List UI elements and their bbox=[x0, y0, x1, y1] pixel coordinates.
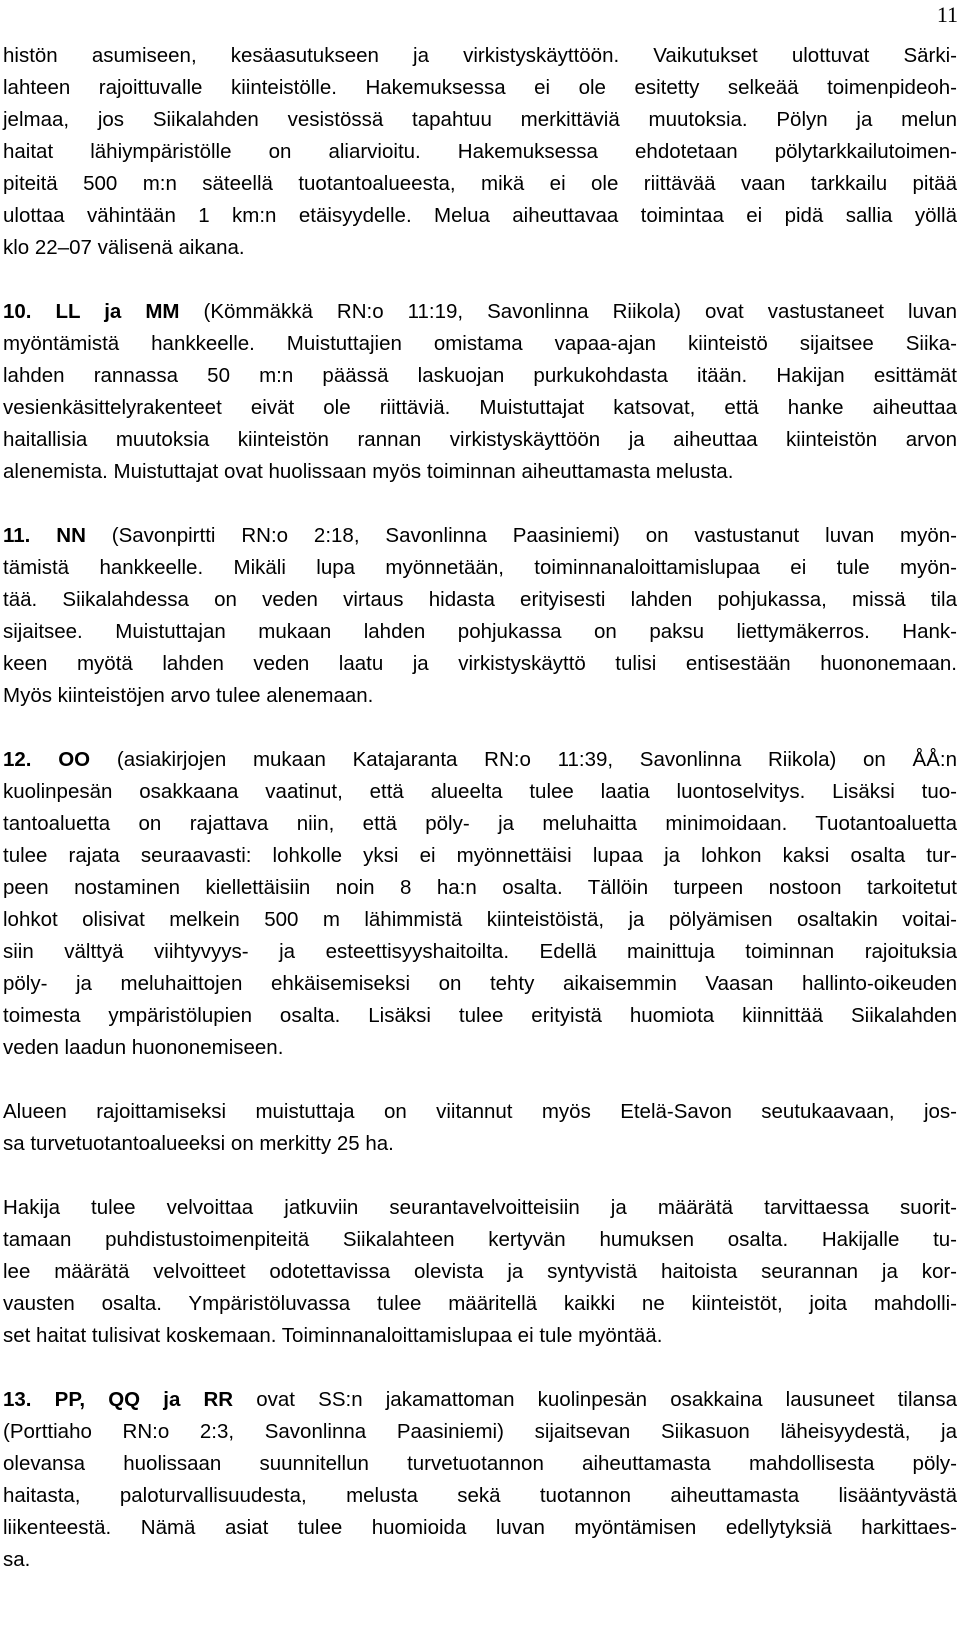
paragraph-number: 12. bbox=[3, 748, 32, 771]
paragraph bbox=[3, 1192, 957, 1352]
document-body bbox=[3, 40, 957, 1576]
text-line: lahden rannassa 50 m:n päässä laskuojan purkukohdasta itään. Hakijan esittämät bbox=[3, 364, 957, 387]
paragraph bbox=[3, 1096, 957, 1160]
line-text: (asiakirjojen mukaan Katajaranta RN:o 11:39, Savonlinna Riikola) on ÅÅ:n bbox=[90, 748, 957, 771]
text-line: siin välttyä viihtyvyys- ja esteettisyyshaitoilta. Edellä mainittuja toiminnan rajoituksia bbox=[3, 940, 957, 963]
line-text: ovat SS:n jakamattoman kuolinpesän osakkaina lausuneet tilansa bbox=[233, 1388, 957, 1411]
text-line: sijaitsee. Muistuttajan mukaan lahden pohjukassa on paksu liettymäkerros. Hank- bbox=[3, 620, 957, 643]
numbered-paragraph bbox=[3, 1384, 957, 1576]
text-line: liikenteestä. Nämä asiat tulee huomioida luvan myöntämisen edellytyksiä harkittaes- bbox=[3, 1516, 957, 1539]
text-line: Alueen rajoittamiseksi muistuttaja on viitannut myös Etelä-Savon seutukaavaan, jos- bbox=[3, 1100, 957, 1123]
text-line: jelmaa, jos Siikalahden vesistössä tapahtuu merkittäviä muutoksia. Pölyn ja melun bbox=[3, 108, 957, 131]
text-line: keen myötä lahden veden laatu ja virkistyskäyttö tulisi entisestään huononemaan. bbox=[3, 652, 957, 675]
text-line: tantoaluetta on rajattava niin, että pöly- ja meluhaitta minimoidaan. Tuotantoaluetta bbox=[3, 812, 957, 835]
text-line: tämistä hankkeelle. Mikäli lupa myönnetään, toiminnanaloittamislupaa ei tule myön- bbox=[3, 556, 957, 579]
text-line: lee määrätä velvoitteet odotettavissa olevista ja syntyvistä haitoista seurannan ja kor- bbox=[3, 1260, 957, 1283]
party-names: LL ja MM bbox=[55, 300, 180, 323]
text-line: set haitat tulisivat koskemaan. Toiminnanaloittamislupaa ei tule myöntää. bbox=[3, 1324, 663, 1347]
paragraph-gap bbox=[3, 1160, 957, 1192]
text-line: vesienkäsittelyrakenteet eivät ole riittäviä. Muistuttajat katsovat, että hanke aiheuttaa bbox=[3, 396, 957, 419]
text-line: Hakija tulee velvoittaa jatkuviin seurantavelvoitteisiin ja määrätä tarvittaessa suorit- bbox=[3, 1196, 957, 1219]
text-line bbox=[3, 744, 957, 776]
text-line: haitasta, paloturvallisuudesta, melusta sekä tuotannon aiheuttamasta lisääntyvästä bbox=[3, 1484, 957, 1507]
page-number: 11 bbox=[936, 2, 958, 27]
party-names: OO bbox=[58, 748, 91, 771]
party-names: PP, QQ ja RR bbox=[54, 1388, 234, 1411]
text-line: histön asumiseen, kesäasutukseen ja virkistyskäyttöön. Vaikutukset ulottuvat Särki- bbox=[3, 44, 957, 67]
paragraph bbox=[3, 40, 957, 264]
line-text: (Kömmäkkä RN:o 11:19, Savonlinna Riikola) ovat vastustaneet luvan bbox=[179, 300, 957, 323]
text-line: lohkot olisivat melkein 500 m lähimmistä kiinteistöistä, ja pölyämisen osaltakin voitai- bbox=[3, 908, 957, 931]
paragraph-number: 13. bbox=[3, 1388, 32, 1411]
text-line: toimesta ympäristölupien osalta. Lisäksi tulee erityistä huomiota kiinnittää Siikalahden bbox=[3, 1004, 957, 1027]
text-line: peen nostaminen kiellettäisiin noin 8 ha:n osalta. Tällöin turpeen nostoon tarkoitetut bbox=[3, 876, 957, 899]
text-line: (Porttiaho RN:o 2:3, Savonlinna Paasiniemi) sijaitsevan Siikasuon läheisyydestä, ja bbox=[3, 1420, 957, 1443]
text-line: olevansa huolissaan suunnitellun turvetuotannon aiheuttamasta mahdollisesta pöly- bbox=[3, 1452, 957, 1475]
text-line: vausten osalta. Ympäristöluvassa tulee määritellä kaikki ne kiinteistöt, joita mahdolli- bbox=[3, 1292, 957, 1315]
text-line: Myös kiinteistöjen arvo tulee alenemaan. bbox=[3, 684, 374, 707]
numbered-paragraph bbox=[3, 520, 957, 712]
text-line bbox=[3, 296, 957, 328]
paragraph-number: 11. bbox=[3, 524, 31, 547]
text-line: tamaan puhdistustoimenpiteitä Siikalahteen kertyvän humuksen osalta. Hakijalle tu- bbox=[3, 1228, 957, 1251]
paragraph-gap bbox=[3, 488, 957, 520]
text-line: haitallisia muutoksia kiinteistön rannan virkistyskäyttöön ja aiheuttaa kiinteistön arvon bbox=[3, 428, 957, 451]
text-line: pöly- ja meluhaittojen ehkäisemiseksi on tehty aikaisemmin Vaasan hallinto-oikeuden bbox=[3, 972, 957, 995]
text-line: haitat lähiympäristölle on aliarvioitu. Hakemuksessa ehdotetaan pölytarkkailutoimen- bbox=[3, 140, 957, 163]
text-line: sa turvetuotantoalueeksi on merkitty 25 ha. bbox=[3, 1132, 394, 1155]
paragraph-gap bbox=[3, 1352, 957, 1384]
text-line: alenemista. Muistuttajat ovat huolissaan myös toiminnan aiheuttamasta melusta. bbox=[3, 460, 734, 483]
text-line: veden laadun huononemiseen. bbox=[3, 1036, 284, 1059]
party-names: NN bbox=[56, 524, 86, 547]
numbered-paragraph bbox=[3, 744, 957, 1064]
text-line: tulee rajata seuraavasti: lohkolle yksi ei myönnettäisi lupaa ja lohkon kaksi osalta tur- bbox=[3, 844, 957, 867]
paragraph-gap bbox=[3, 1064, 957, 1096]
text-line: lahteen rajoittuvalle kiinteistölle. Hakemuksessa ei ole esitetty selkeää toimenpideoh- bbox=[3, 76, 957, 99]
paragraph-gap bbox=[3, 264, 957, 296]
paragraph-number: 10. bbox=[3, 300, 32, 323]
paragraph-gap bbox=[3, 712, 957, 744]
text-line bbox=[3, 1384, 957, 1416]
text-line bbox=[3, 520, 957, 552]
text-line: ulottaa vähintään 1 km:n etäisyydelle. Melua aiheuttavaa toimintaa ei pidä sallia yöllä bbox=[3, 204, 957, 227]
line-text: (Savonpirtti RN:o 2:18, Savonlinna Paasiniemi) on vastustanut luvan myön- bbox=[85, 524, 957, 547]
numbered-paragraph bbox=[3, 296, 957, 488]
text-line: piteitä 500 m:n säteellä tuotantoalueesta, mikä ei ole riittävää vaan tarkkailu pitää bbox=[3, 172, 957, 195]
text-line: kuolinpesän osakkaana vaatinut, että alueelta tulee laatia luontoselvitys. Lisäksi tuo- bbox=[3, 780, 957, 803]
text-line: tää. Siikalahdessa on veden virtaus hidasta erityisesti lahden pohjukassa, missä tila bbox=[3, 588, 957, 611]
text-line: klo 22–07 välisenä aikana. bbox=[3, 236, 245, 259]
text-line: sa. bbox=[3, 1548, 31, 1571]
text-line: myöntämistä hankkeelle. Muistuttajien omistama vapaa-ajan kiinteistö sijaitsee Siika- bbox=[3, 332, 957, 355]
